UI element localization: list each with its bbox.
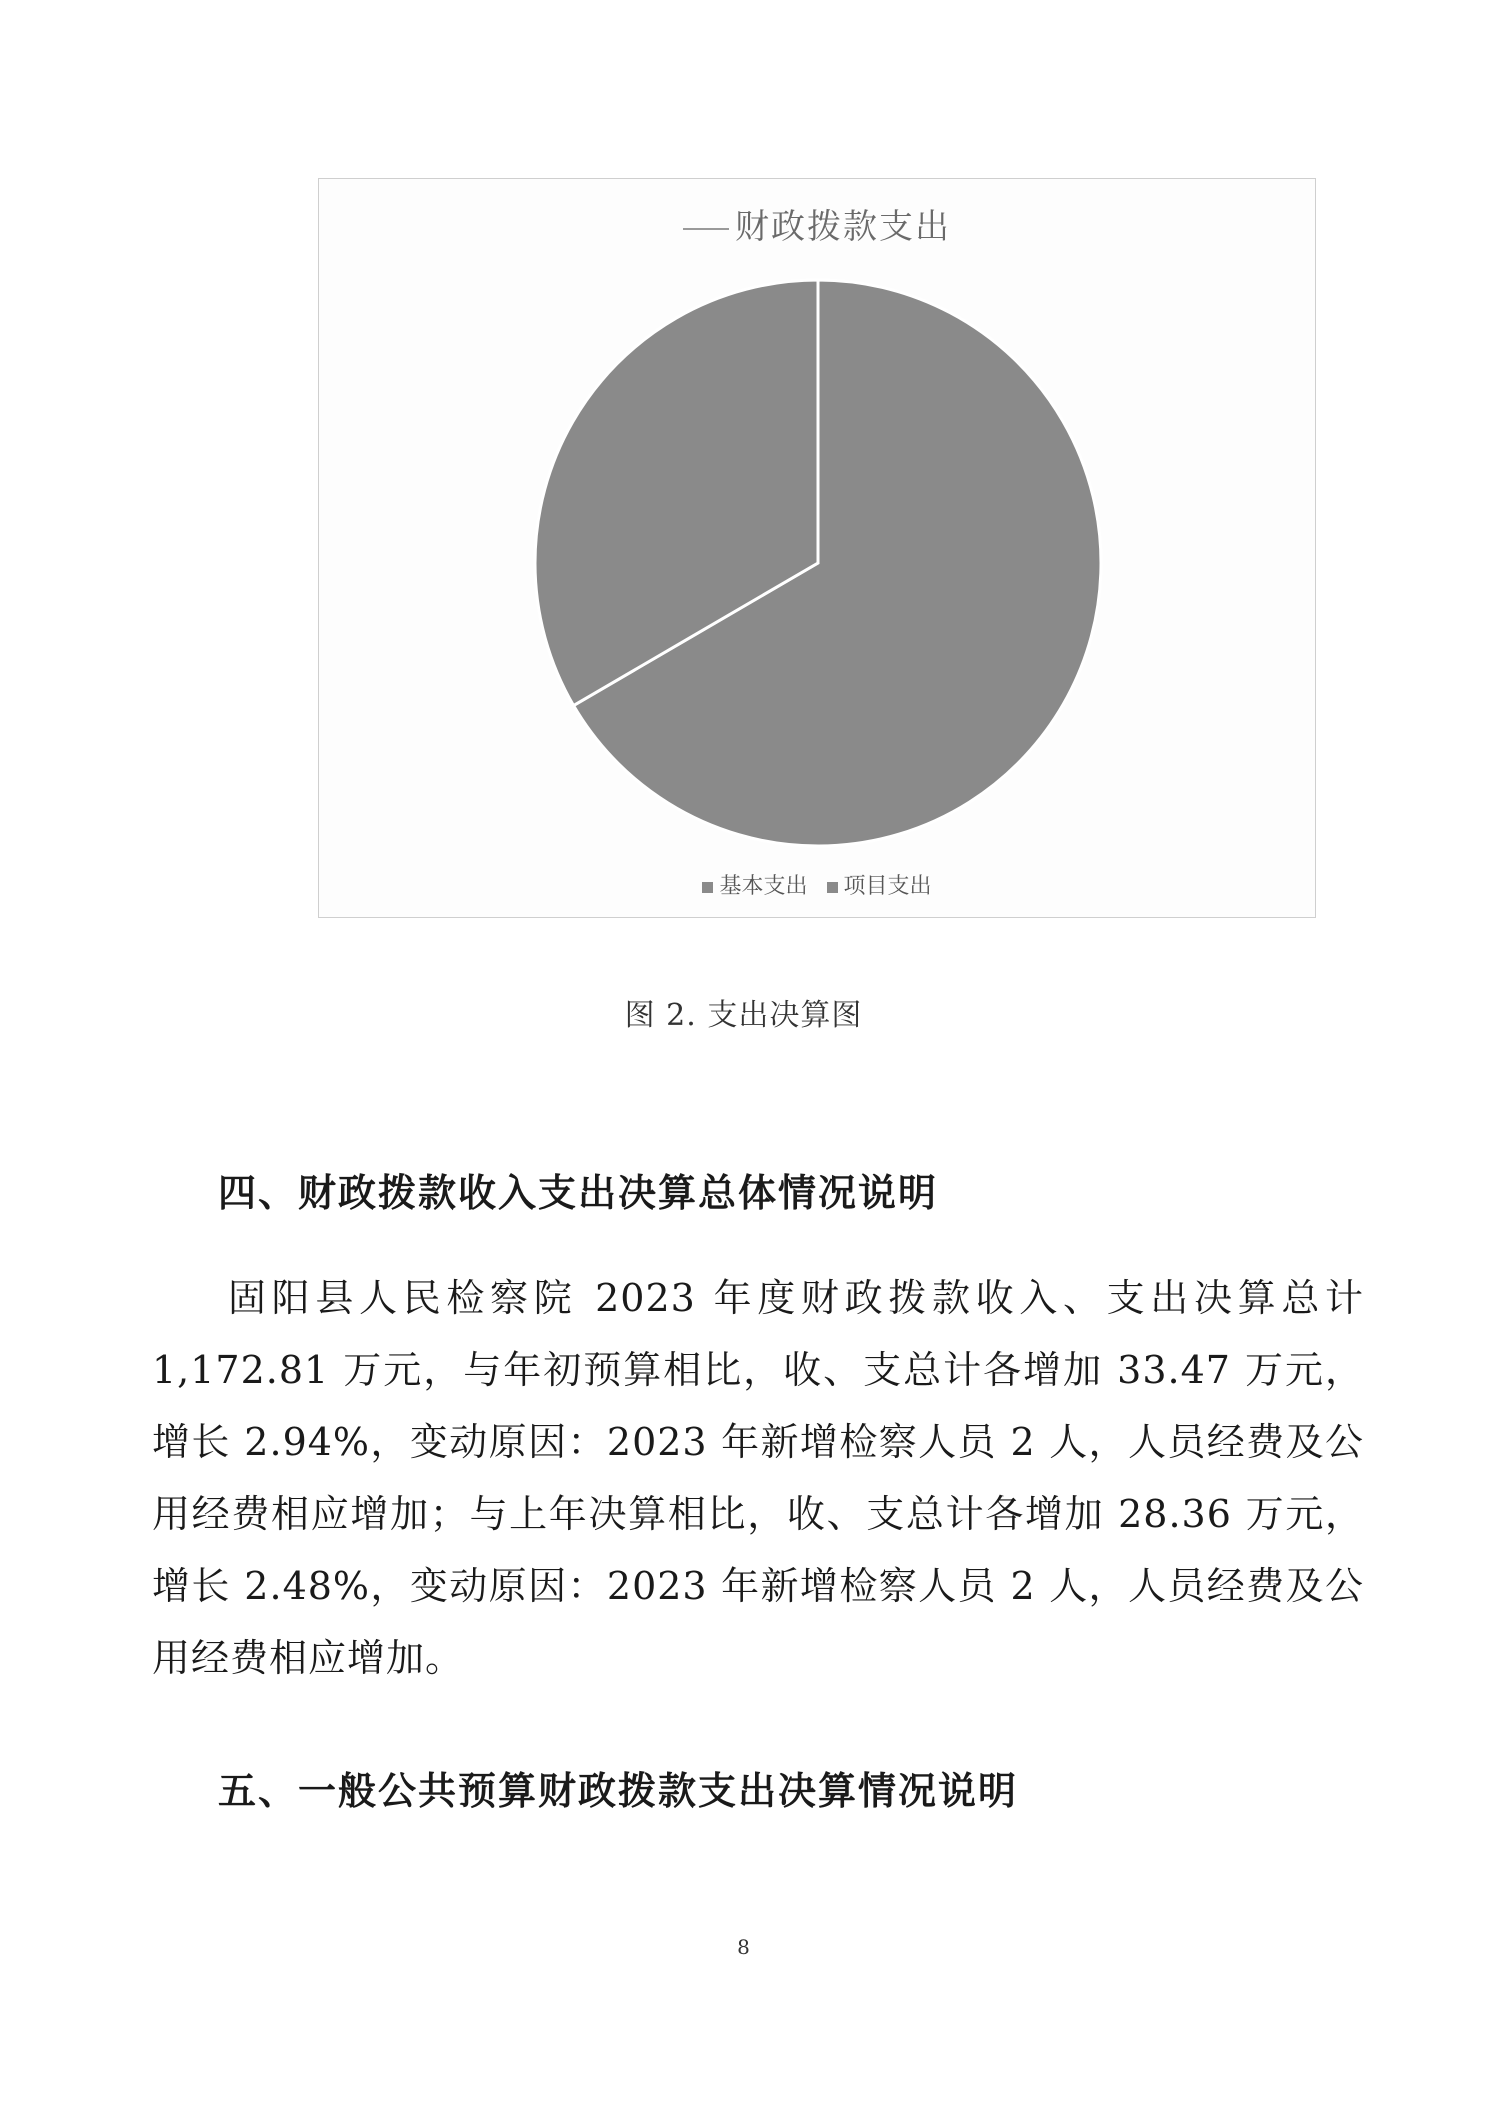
legend-label-project: 项目支出	[843, 874, 932, 899]
section-heading-4: 四、财政拨款收入支出决算总体情况说明	[218, 1171, 939, 1215]
page-number: 8	[737, 1935, 750, 1959]
pie-chart	[319, 179, 1317, 919]
chart-container	[318, 178, 1316, 918]
section-heading-5: 五、一般公共预算财政拨款支出决算情况说明	[218, 1769, 1019, 1813]
legend-swatch-icon	[702, 882, 713, 893]
legend-label-basic: 基本支出	[719, 874, 808, 899]
legend-item-project	[827, 869, 932, 900]
section-paragraph-4: 固阳县人民检察院 2023 年度财政拨款收入、支出决算总计 1,172.81 万元，与年初预算相比，收、支总计各增加 33.47 万元，增长 2.94%，变动原因：2023 年新增检察人员 2 人，人员经费及公用经费相应增加；与上年决算相比，收、支总计各增加 28.36 万元，增长 2.48%，变动原因：2023 年新增检察人员 2 人，人员经费及公用经费相应增加。	[152, 1276, 1364, 1680]
figure-caption: 图 2. 支出决算图	[624, 998, 863, 1033]
legend-swatch-icon	[827, 882, 838, 893]
chart-title: 财政拨款支出	[319, 199, 1315, 248]
legend-item-basic	[702, 869, 807, 900]
chart-legend	[319, 869, 1315, 900]
